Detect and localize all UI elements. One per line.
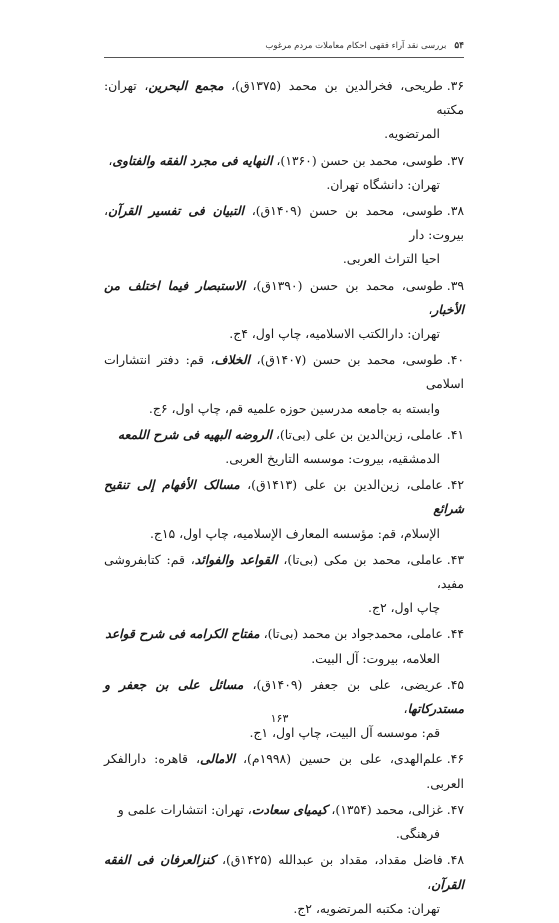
reference-title: مفتاح الکرامه فی شرح قواعد (105, 626, 260, 642)
reference-38 (104, 199, 464, 272)
reference-48 (104, 848, 464, 921)
reference-43 (104, 548, 464, 621)
reference-39 (104, 274, 464, 347)
page-number: ۱۶۳ (270, 712, 289, 725)
reference-title: الاستبصار فیما اختلف من الأخبار (104, 277, 464, 317)
reference-continuation: چاپ اول، ۲ج. (368, 600, 440, 616)
reference-text: ، (403, 701, 408, 717)
reference-text: ، قم: کتابفروشی مفید، (104, 551, 464, 592)
reference-number: ۴۸. (446, 852, 464, 868)
reference-continuation: الدمشقیه، بیروت: موسسه التاریخ العربی. (225, 451, 440, 467)
reference-title: کیمیای سعادت (251, 801, 328, 817)
reference-text: عاملی، محمد بن مکی (بی‌تا)، (277, 551, 443, 567)
reference-title: الامالی (199, 751, 235, 767)
reference-text: ، (427, 876, 432, 892)
reference-text: طوسی، محمد بن حسن (۱۴۰۷ق)، (249, 352, 443, 368)
reference-text: طوسی، محمد بن حسن (۱۳۶۰)، (272, 152, 443, 168)
reference-number: ۳۸. (446, 203, 465, 219)
reference-continuation: قم: موسسه آل البیت، چاپ اول، ۱ج. (249, 725, 440, 741)
reference-number: ۴۶. (446, 751, 464, 767)
reference-list (104, 74, 464, 923)
reference-continuation: العلامه، بیروت: آل البیت. (311, 650, 440, 666)
reference-text: عریضی، علی بن جعفر (۱۴۰۹ق)، (243, 676, 443, 692)
reference-number: ۳۶. (446, 78, 464, 93)
reference-text: عاملی، زین‌الدین بن علی (بی‌تا)، (271, 426, 443, 442)
reference-title: کنزالعرفان فی الفقه القرآن (104, 852, 464, 892)
reference-title: التبیان فی تفسیر القرآن (108, 203, 245, 219)
reference-number: ۴۰. (446, 352, 464, 368)
reference-text: ، (108, 152, 113, 168)
reference-number: ۴۴. (446, 626, 464, 642)
reference-continuation: الإسلام، قم: مؤسسه المعارف الإسلامیه، چاپ اول، ۱۵ج. (149, 525, 440, 541)
reference-title: الخلاف (214, 352, 250, 368)
reference-continuation: وابسته به جامعه مدرسین حوزه علمیه قم، چاپ اول، ۶ج. (148, 400, 440, 416)
reference-36 (104, 74, 464, 147)
header-page-number: ۵۴ (454, 41, 464, 51)
reference-text: علم‌الهدی، علی بن حسین (۱۹۹۸م)، (235, 751, 443, 767)
reference-text: طوسی، محمد بن حسن (۱۳۹۰ق)، (244, 277, 443, 293)
reference-number: ۴۷. (446, 801, 464, 817)
reference-continuation: تهران: دانشگاه تهران. (326, 176, 440, 192)
reference-text: عاملی، زین‌الدین بن علی (۱۴۱۳ق)، (239, 477, 443, 493)
reference-continuation: فرهنگی. (395, 826, 440, 842)
reference-text: طریحی، فخرالدین بن محمد (۱۳۷۵ق)، (223, 78, 443, 93)
reference-37 (104, 149, 464, 197)
reference-title: مسالک الأفهام إلی تنقیح شرائع (104, 477, 464, 517)
reference-number: ۳۷. (446, 152, 464, 168)
reference-title: مجمع البحرین (148, 78, 224, 93)
reference-title: الروضه البهیه فی شرح اللمعه (117, 426, 272, 442)
header-title: بررسی نقد آراء فقهی احکام معاملات مردم مرغوب (265, 41, 447, 51)
reference-number: ۳۹. (446, 277, 464, 293)
reference-text: ، تهران: انتشارات علمی و (117, 801, 252, 817)
reference-continuation: المرتضویه. (384, 126, 440, 142)
reference-47 (104, 798, 464, 846)
reference-40 (104, 348, 464, 421)
reference-44 (104, 622, 464, 670)
reference-number: ۴۳. (446, 551, 464, 567)
reference-text: طوسی، محمد بن حسن (۱۴۰۹ق)، (244, 203, 443, 219)
reference-text: عاملی، محمدجواد بن محمد (بی‌تا)، (259, 626, 443, 642)
reference-41 (104, 423, 464, 471)
reference-42 (104, 473, 464, 546)
reference-text: ، بیروت: دار (104, 203, 464, 243)
reference-number: ۴۵. (446, 676, 464, 692)
reference-title: النهایه فی مجرد الفقه والفتاوی (112, 152, 273, 168)
reference-text: ، قم: دفتر انتشارات اسلامی (104, 352, 464, 392)
header-rule (104, 57, 464, 58)
reference-title: مسائل علی بن جعفر و مستدرکاتها (104, 676, 464, 717)
reference-title: القواعد والفوائد (194, 551, 278, 567)
reference-text: ، قاهره: دارالفکر العربی. (104, 751, 464, 791)
reference-text: فاضل مقداد، مقداد بن عبدالله (۱۴۲۵ق)، (215, 852, 443, 868)
running-header (104, 38, 464, 54)
reference-continuation: احیا التراث العربی. (342, 251, 440, 267)
reference-number: ۴۲. (446, 477, 465, 493)
reference-text: ، تهران: مکتبه (104, 78, 464, 118)
reference-45 (104, 673, 464, 746)
reference-text: غزالی، محمد (۱۳۵۴)، (327, 801, 443, 817)
reference-continuation: تهران: دارالکتب الاسلامیه، چاپ اول، ۴ج. (229, 326, 440, 342)
reference-continuation: تهران: مکتبه المرتضویه، ۲ج. (293, 900, 440, 916)
reference-46 (104, 747, 464, 795)
reference-text: ، (428, 301, 433, 317)
reference-number: ۴۱. (446, 426, 464, 442)
